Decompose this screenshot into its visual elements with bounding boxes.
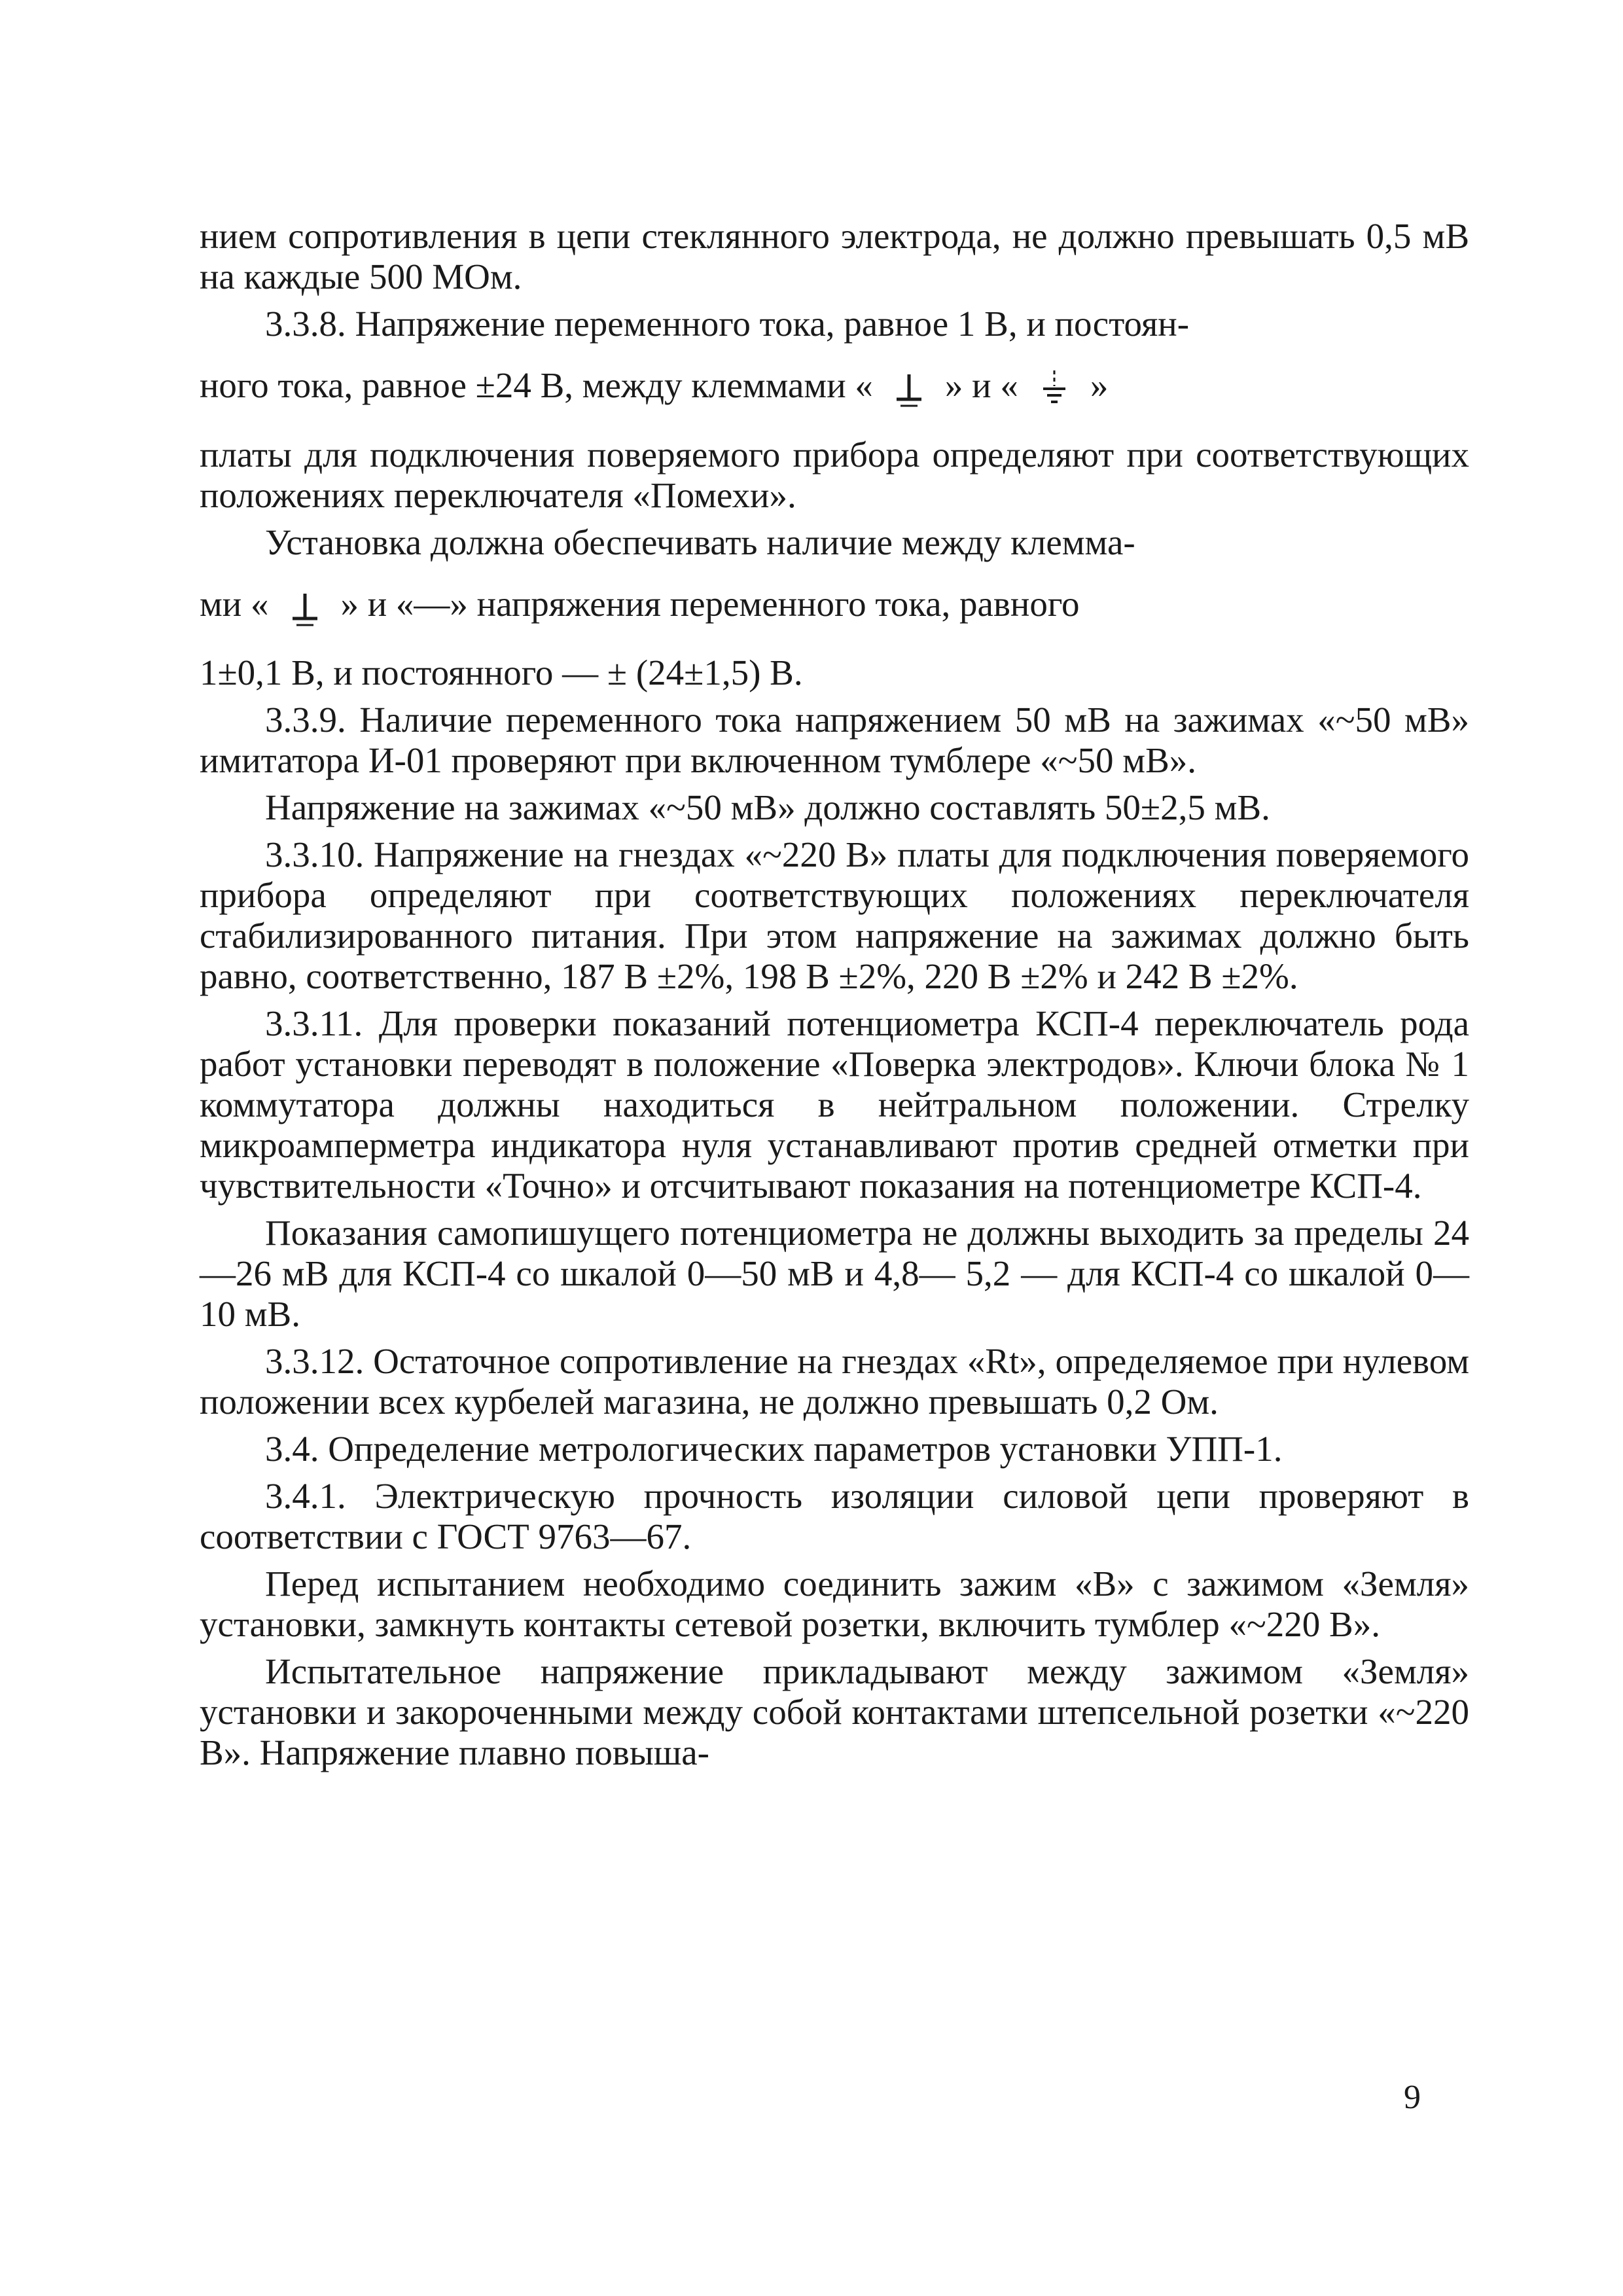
paragraph: Установка должна обеспечивать наличие между клемма- — [265, 522, 1135, 563]
paragraph-with-symbols — [200, 364, 1469, 408]
terminal-symbol-icon — [893, 370, 925, 407]
paragraph: Напряжение на зажимах «~50 мВ» должно составлять 50±2,5 мВ. — [265, 787, 1270, 827]
text-fragment: » и « — [944, 365, 1018, 405]
paragraph: 1±0,1 В, и постоянного — ± (24±1,5) В. — [200, 652, 803, 692]
paragraph: Испытательное напряжение прикладывают между зажимом «Земля» установки и закороченными между собой контактами штепсельной розетки «~220 В». Напряжение плавно повыша- — [200, 1651, 1469, 1772]
paragraph: 3.3.9. Наличие переменного тока напряжением 50 мВ на зажимах «~50 мВ» имитатора И-01 проверяют при включенном тумблере «~50 мВ». — [200, 699, 1469, 780]
page-body — [200, 216, 1469, 1780]
text-fragment: ного тока, равное ±24 В, между клеммами « — [200, 365, 873, 405]
paragraph: Перед испытанием необходимо соединить зажим «В» с зажимом «Земля» установки, замкнуть контакты сетевой розетки, включить тумблер «~220 В». — [200, 1563, 1469, 1644]
paragraph: 3.3.12. Остаточное сопротивление на гнездах «Rt», определяемое при нулевом положении всех курбелей магазина, не должно превышать 0,2 Ом. — [200, 1340, 1469, 1422]
paragraph: 3.4.1. Электрическую прочность изоляции силовой цепи проверяют в соответствии с ГОСТ 9763—67. — [200, 1475, 1469, 1556]
paragraph: 3.3.11. Для проверки показаний потенциометра КСП-4 переключатель рода работ установки переводят в положение «Поверка электродов». Ключи блока № 1 коммутатора должны находиться в нейтральном положении. Стрелку микроамперметра индикатора нуля устанавливают против средней отметки при чувствительности «Точно» и отсчитывают показания на потенциометре КСП-4. — [200, 1003, 1469, 1206]
paragraph: 3.4. Определение метрологических параметров установки УПП-1. — [265, 1428, 1283, 1469]
paragraph-with-symbols — [200, 583, 1469, 626]
text-fragment: ми « — [200, 584, 269, 624]
paragraph: нием сопротивления в цепи стеклянного электрода, не должно превышать 0,5 мВ на каждые 500 МОм. — [200, 216, 1469, 296]
paragraph: 3.3.8. Напряжение переменного тока, равное 1 В, и постоян- — [265, 304, 1190, 344]
paragraph: платы для подключения поверяемого прибора определяют при соответствующих положениях переключателя «Помехи». — [200, 435, 1469, 516]
paragraph: Показания самопишущего потенциометра не должны выходить за пределы 24—26 мВ для КСП-4 со шкалой 0—50 мВ и 4,8— 5,2 — для КСП-4 со шкалой 0—10 мВ. — [200, 1212, 1469, 1334]
ground-symbol-icon — [1038, 369, 1071, 408]
page-number: 9 — [1404, 2079, 1421, 2116]
text-fragment: » — [1090, 365, 1109, 405]
paragraph: 3.3.10. Напряжение на гнездах «~220 В» платы для подключения поверяемого прибора определяют при соответствующих положениях переключателя стабилизированного питания. При этом напряжение на зажимах должно быть равно, соответственно, 187 В ±2%, 198 В ±2%, 220 В ±2% и 242 В ±2%. — [200, 834, 1469, 996]
terminal-symbol-icon — [289, 590, 321, 626]
text-fragment: » и «—» напряжения переменного тока, равного — [340, 584, 1080, 624]
